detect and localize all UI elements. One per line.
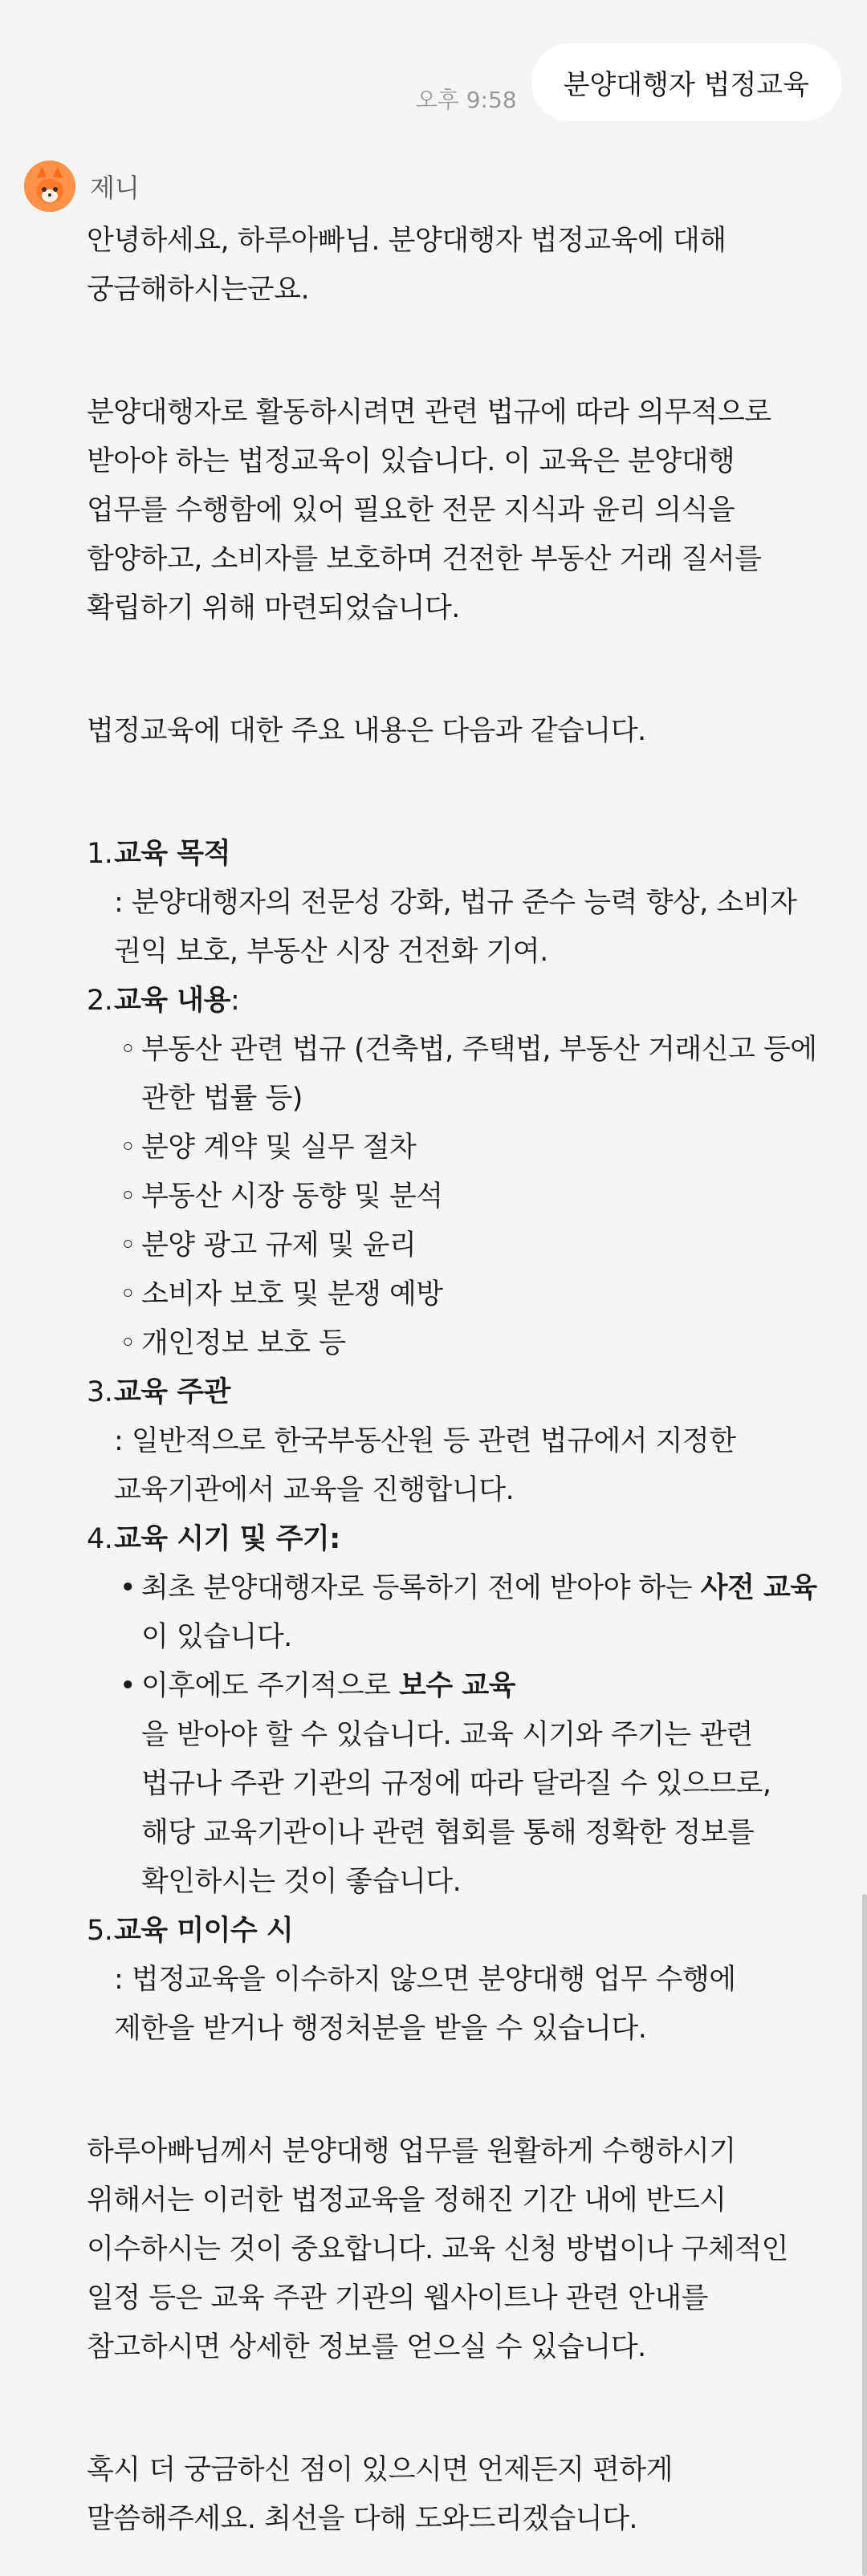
bot-message (87, 217, 845, 2544)
final-line: 혹시 더 궁금하신 점이 있으시면 언제든지 편하게 (87, 2454, 673, 2486)
lead-text: 법정교육에 대한 주요 내용은 다음과 같습니다. (87, 715, 646, 747)
item-desc: 교육기관에서 교육을 진행합니다. (114, 1474, 515, 1506)
list-item (87, 977, 845, 1026)
item-number: 5. (87, 1915, 113, 1947)
closing-line: 이수하시는 것이 중요합니다. 교육 신청 방법이나 구체적인 (87, 2233, 788, 2265)
item-title: 교육 내용 (114, 985, 230, 1017)
closing-line: 참고하시면 상세한 정보를 얻으실 수 있습니다. (87, 2331, 646, 2363)
bullet-icon (114, 1270, 141, 1319)
emphasis-text: 사전 교육 (700, 1572, 817, 1604)
sub-list (87, 1026, 845, 1368)
bullet-icon (114, 1221, 141, 1270)
sub-list-item: ◦ 분양 광고 규제 및 윤리 (114, 1221, 845, 1270)
list-item (87, 1515, 845, 1564)
bullet-icon (114, 1026, 141, 1123)
fox-avatar-icon[interactable] (24, 160, 75, 212)
item-desc: 제한을 받거나 행정처분을 받을 수 있습니다. (114, 2013, 647, 2045)
user-message-row (416, 43, 841, 121)
sub-list-item: ◦ 부동산 관련 법규 (건축법, 주택법, 부동산 거래신고 등에 관한 법률 등) (114, 1026, 845, 1123)
greeting-line: 궁금해하시는군요. (87, 274, 310, 306)
item-title-suffix: : (230, 985, 240, 1017)
item-number: 3. (87, 1376, 113, 1408)
intro-line: 업무를 수행함에 있어 필요한 전문 지식과 윤리 의식을 (87, 494, 735, 526)
bullet-icon (114, 1123, 141, 1172)
sub-list-item: ◦ 분양 계약 및 실무 절차 (114, 1123, 845, 1172)
item-title: 교육 목적 (114, 838, 230, 870)
item-desc: 권익 보호, 부동산 시장 건전화 기여. (114, 936, 548, 968)
message-time: 오후 9:58 (415, 87, 517, 113)
intro-line: 받아야 하는 법정교육이 있습니다. 이 교육은 분양대행 (87, 445, 735, 477)
list-item (87, 1907, 845, 1956)
item-number: 2. (87, 985, 113, 1017)
closing-line: 위해서는 이러한 법정교육을 정해진 기간 내에 반드시 (87, 2184, 727, 2216)
user-message-bubble[interactable]: 분양대행자 법정교육 (531, 43, 841, 121)
intro-line: 분양대행자로 활동하시려면 관련 법규에 따라 의무적으로 (87, 396, 771, 429)
item-number: 4. (87, 1523, 113, 1555)
sub-list-item: ◦ 개인정보 보호 등 (114, 1319, 845, 1368)
item-title: 교육 시기 및 주기: (114, 1523, 340, 1555)
sub-list-item: ◦ 소비자 보호 및 분쟁 예방 (114, 1270, 845, 1319)
bullet-icon (114, 1662, 141, 1907)
greeting-line: 안녕하세요, 하루아빠님. 분양대행자 법정교육에 대해 (87, 225, 727, 257)
sub-list-item: ◦ 부동산 시장 동향 및 분석 (114, 1172, 845, 1221)
final-line: 말씀해주세요. 최선을 다해 도와드리겠습니다. (87, 2503, 638, 2535)
closing-line: 일정 등은 교육 주관 기관의 웹사이트나 관련 안내를 (87, 2282, 708, 2314)
bullet-icon (114, 1172, 141, 1221)
list-item (87, 830, 845, 879)
bullet-icon (114, 1319, 141, 1368)
item-number: 1. (87, 838, 113, 870)
intro-line: 함양하고, 소비자를 보호하며 건전한 부동산 거래 질서를 (87, 543, 762, 575)
sub-list (87, 1564, 845, 1907)
sub-list-item: • 최초 분양대행자로 등록하기 전에 받아야 하는 사전 교육 이 있습니다. (114, 1564, 845, 1662)
scrollbar[interactable] (862, 1894, 867, 2576)
intro-line: 확립하기 위해 마련되었습니다. (87, 592, 460, 624)
item-desc: : 일반적으로 한국부동산원 등 관련 법규에서 지정한 (114, 1425, 736, 1457)
item-title: 교육 주관 (114, 1376, 230, 1408)
closing-line: 하루아빠님께서 분양대행 업무를 원활하게 수행하시기 (87, 2135, 736, 2168)
bot-name: 제니 (90, 173, 140, 203)
sub-list-item: • 이후에도 주기적으로 보수 교육 을 받아야 할 수 있습니다. 교육 시기와 주기는 관련 법규나 주관 기관의 규정에 따라 달라질 수 있으므로, 해당 교육기관이나 관련 협회를 통해 정확한 정보를 확인하시는 것이 좋습니다. (114, 1662, 845, 1907)
item-desc: : 분양대행자의 전문성 강화, 법규 준수 능력 향상, 소비자 (114, 887, 797, 919)
bot-header (24, 160, 140, 212)
item-title: 교육 미이수 시 (114, 1915, 294, 1947)
item-desc: : 법정교육을 이수하지 않으면 분양대행 업무 수행에 (114, 1964, 736, 1996)
list-item (87, 1368, 845, 1417)
emphasis-text: 보수 교육 (399, 1670, 515, 1702)
bullet-icon (114, 1564, 141, 1662)
